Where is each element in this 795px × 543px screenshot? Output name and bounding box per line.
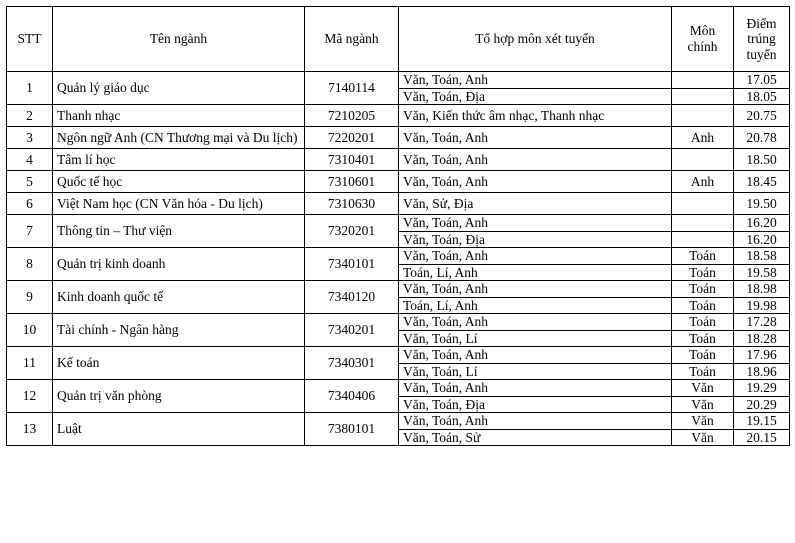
cell-stt: 12 [7,380,53,413]
cell-main-subject [672,72,734,89]
table-row [7,347,790,364]
cell-benchmark-score: 18.28 [734,330,790,347]
table-body [7,72,790,446]
cell-major-name: Thông tin – Thư viện [53,215,305,248]
cell-main-subject: Văn [672,380,734,397]
header-row [7,7,790,72]
table-row [7,314,790,331]
table-row [7,281,790,298]
cell-subject-combination: Văn, Toán, Anh [399,347,672,364]
cell-major-code: 7340301 [305,347,399,380]
table-row [7,380,790,397]
cell-main-subject [672,149,734,171]
cell-major-name: Quốc tế học [53,171,305,193]
cell-main-subject: Anh [672,127,734,149]
cell-main-subject: Toán [672,363,734,380]
cell-subject-combination: Văn, Toán, Anh [399,171,672,193]
cell-benchmark-score: 20.75 [734,105,790,127]
cell-subject-combination: Văn, Toán, Địa [399,396,672,413]
cell-subject-combination: Văn, Toán, Anh [399,380,672,397]
column-header-name: Tên ngành [53,7,305,72]
cell-stt: 8 [7,248,53,281]
cell-stt: 11 [7,347,53,380]
cell-major-name: Quản lý giáo dục [53,72,305,105]
cell-benchmark-score: 18.98 [734,281,790,298]
cell-subject-combination: Văn, Toán, Anh [399,127,672,149]
cell-subject-combination: Văn, Sử, Địa [399,193,672,215]
cell-major-name: Ngôn ngữ Anh (CN Thương mại và Du lịch) [53,127,305,149]
cell-subject-combination: Văn, Toán, Địa [399,231,672,248]
admission-score-table [6,6,790,446]
cell-major-name: Việt Nam học (CN Văn hóa - Du lịch) [53,193,305,215]
cell-major-name: Kinh doanh quốc tế [53,281,305,314]
cell-major-code: 7340201 [305,314,399,347]
cell-benchmark-score: 20.15 [734,429,790,446]
cell-major-name: Quản trị văn phòng [53,380,305,413]
cell-subject-combination: Toán, Lí, Anh [399,297,672,314]
table-row [7,72,790,89]
cell-major-code: 7310601 [305,171,399,193]
cell-major-name: Thanh nhạc [53,105,305,127]
cell-major-name: Kế toán [53,347,305,380]
cell-main-subject: Anh [672,171,734,193]
cell-stt: 6 [7,193,53,215]
cell-main-subject: Văn [672,413,734,430]
cell-benchmark-score: 19.50 [734,193,790,215]
cell-benchmark-score: 20.78 [734,127,790,149]
cell-main-subject: Toán [672,248,734,265]
cell-benchmark-score: 16.20 [734,231,790,248]
cell-subject-combination: Văn, Toán, Anh [399,281,672,298]
cell-major-code: 7340406 [305,380,399,413]
cell-main-subject [672,215,734,232]
cell-major-code: 7310630 [305,193,399,215]
cell-stt: 5 [7,171,53,193]
cell-main-subject: Toán [672,314,734,331]
cell-main-subject: Văn [672,396,734,413]
cell-main-subject: Toán [672,264,734,281]
cell-subject-combination: Văn, Toán, Anh [399,215,672,232]
cell-main-subject: Toán [672,330,734,347]
cell-major-code: 7220201 [305,127,399,149]
cell-subject-combination: Văn, Kiến thức âm nhạc, Thanh nhạc [399,105,672,127]
cell-main-subject: Toán [672,297,734,314]
cell-main-subject [672,88,734,105]
cell-main-subject: Văn [672,429,734,446]
cell-benchmark-score: 18.50 [734,149,790,171]
cell-major-name: Luật [53,413,305,446]
cell-subject-combination: Văn, Toán, Sử [399,429,672,446]
cell-main-subject: Toán [672,347,734,364]
column-header-score-line1: Điểm trúng tuyển [746,15,777,62]
column-header-main-subject-line1: Môn chính [687,23,718,54]
column-header-main-subject [672,7,734,72]
cell-major-name: Tài chính - Ngân hàng [53,314,305,347]
cell-main-subject [672,105,734,127]
cell-benchmark-score: 20.29 [734,396,790,413]
table-row [7,127,790,149]
cell-benchmark-score: 16.20 [734,215,790,232]
table-row [7,413,790,430]
cell-subject-combination: Văn, Toán, Anh [399,149,672,171]
cell-main-subject: Toán [672,281,734,298]
cell-stt: 3 [7,127,53,149]
cell-benchmark-score: 19.15 [734,413,790,430]
cell-subject-combination: Văn, Toán, Anh [399,314,672,331]
table-row [7,215,790,232]
cell-major-name: Tâm lí học [53,149,305,171]
cell-major-code: 7320201 [305,215,399,248]
cell-stt: 10 [7,314,53,347]
column-header-score [734,7,790,72]
table-row [7,105,790,127]
cell-major-code: 7340101 [305,248,399,281]
column-header-stt: STT [7,7,53,72]
cell-benchmark-score: 18.58 [734,248,790,265]
cell-stt: 2 [7,105,53,127]
table-row [7,149,790,171]
cell-benchmark-score: 19.58 [734,264,790,281]
cell-main-subject [672,231,734,248]
cell-stt: 7 [7,215,53,248]
cell-benchmark-score: 19.29 [734,380,790,397]
cell-benchmark-score: 18.05 [734,88,790,105]
cell-major-code: 7380101 [305,413,399,446]
cell-subject-combination: Văn, Toán, Anh [399,72,672,89]
cell-major-code: 7340120 [305,281,399,314]
cell-subject-combination: Văn, Toán, Anh [399,248,672,265]
column-header-combination: Tổ hợp môn xét tuyển [399,7,672,72]
cell-subject-combination: Văn, Toán, Lí [399,363,672,380]
cell-subject-combination: Văn, Toán, Lí [399,330,672,347]
cell-stt: 1 [7,72,53,105]
cell-benchmark-score: 18.96 [734,363,790,380]
cell-stt: 9 [7,281,53,314]
cell-stt: 13 [7,413,53,446]
table-row [7,171,790,193]
cell-subject-combination: Văn, Toán, Anh [399,413,672,430]
cell-major-name: Quản trị kinh doanh [53,248,305,281]
cell-major-code: 7140114 [305,72,399,105]
cell-main-subject [672,193,734,215]
column-header-code: Mã ngành [305,7,399,72]
table-row [7,193,790,215]
cell-benchmark-score: 19.98 [734,297,790,314]
cell-major-code: 7210205 [305,105,399,127]
table-header [7,7,790,72]
cell-subject-combination: Toán, Lí, Anh [399,264,672,281]
cell-benchmark-score: 18.45 [734,171,790,193]
cell-benchmark-score: 17.96 [734,347,790,364]
cell-benchmark-score: 17.28 [734,314,790,331]
table-row [7,248,790,265]
cell-benchmark-score: 17.05 [734,72,790,89]
cell-subject-combination: Văn, Toán, Địa [399,88,672,105]
cell-major-code: 7310401 [305,149,399,171]
cell-stt: 4 [7,149,53,171]
